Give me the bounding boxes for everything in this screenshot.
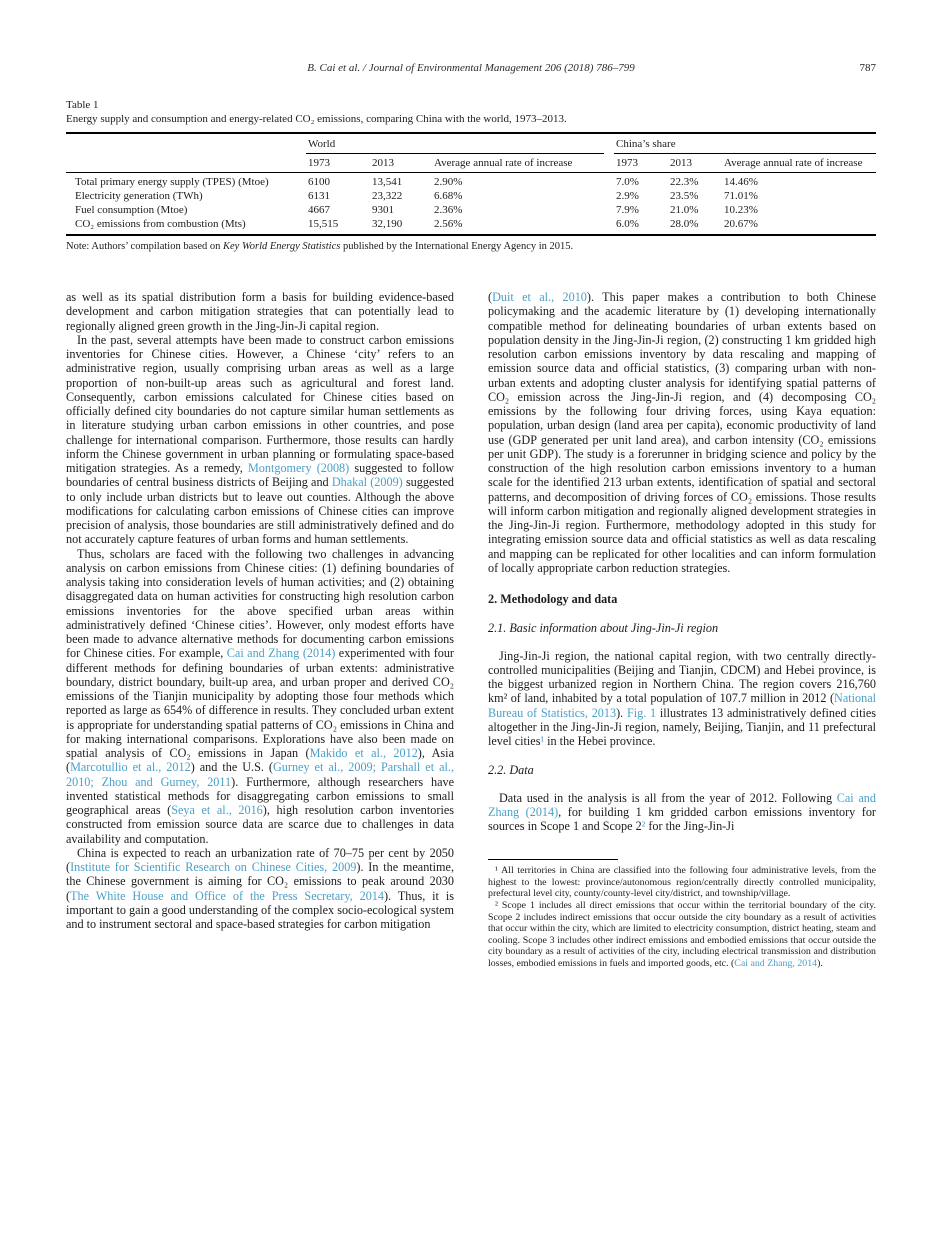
citation-link[interactable]: Montgomery (2008) (247, 461, 350, 475)
col-header: 1973 (306, 154, 370, 173)
citation-link[interactable]: Cai and Zhang (2014) (488, 790, 876, 819)
col-header: Average annual rate of increase (432, 154, 604, 173)
cell: 2.9% (616, 190, 639, 202)
cell: 2.36% (434, 204, 463, 216)
cell: 10.23% (724, 204, 758, 216)
cell: 7.0% (616, 176, 639, 188)
citation-link[interactable]: Gurney et al., 2009; Parshall et al., 2010; Zhou and Gurney, 2011 (66, 760, 454, 789)
footnote-separator (488, 859, 618, 860)
cell: 23.5% (670, 190, 699, 202)
row-label: Electricity generation (TWh) (75, 190, 203, 202)
cell: 22.3% (670, 176, 699, 188)
cell: 32,190 (372, 218, 403, 230)
column-spacer (604, 203, 614, 217)
citation-link[interactable]: National Bureau of Statistics, 2013 (488, 691, 876, 720)
article-body (66, 290, 876, 970)
energy-table (66, 132, 876, 236)
cell: 13,541 (372, 176, 403, 188)
col-header: Average annual rate of increase (722, 154, 876, 173)
left-column (66, 290, 454, 970)
table1-section (66, 99, 876, 252)
cell: 28.0% (670, 218, 699, 230)
cell: 14.46% (724, 176, 758, 188)
column-spacer (604, 189, 614, 203)
section-heading-methodology: 2. Methodology and data (488, 592, 618, 606)
column-spacer (604, 173, 614, 190)
cell: 2.90% (434, 176, 463, 188)
page-header (66, 62, 876, 77)
page-number: 787 (859, 62, 876, 74)
column-spacer (604, 217, 614, 235)
footnote-2: ² Scope 1 includes all direct emissions that occur within the territorial boundary of the city. Scope 2 includes indirect emissions that occur outside the city boundary as a result of activities that occur within the city, which are limited to electricity consumption, district heating, steam and cooling. Scope 3 includes other indirect emissions and embodied emissions that occur outside the city boundary as a result of activities of the city, including electrical transmission and distribution losses, embodied emissions in fuels and imported goods, etc. (Cai and Zhang, 2014). (488, 900, 876, 969)
citation-link[interactable]: Makido et al., 2012 (309, 746, 418, 760)
col-header: 1973 (614, 154, 668, 173)
column-spacer (604, 133, 614, 154)
empty-cell (66, 154, 306, 173)
cell: 71.01% (724, 190, 758, 202)
table-subheader-row (66, 154, 876, 173)
column-group-world: World (306, 133, 604, 154)
citation-link[interactable]: Dhakal (2009) (331, 475, 403, 490)
subsection-heading-data: 2.2. Data (488, 763, 534, 778)
table-row (66, 217, 876, 235)
table-row (66, 203, 876, 217)
paragraph: (Duit et al., 2010). This paper makes a contribution to both Chinese policymaking and the academic literature by (1) developing internationally compatible method for delineating boundaries of urban extents based on population density in the Jing-Jin-Ji region, (2) constructing 1 km gridded high resolution carbon emissions inventory by data rescaling and mapping of emission source data and official statistics, (3) comparing urban with non-urban extents and adopting cluster analysis for identifying spatial patterns of CO₂ emission across the Jing-Jin-Ji region, and (4) decomposing CO₂ emissions by the following four driving forces, using Kaya equation: population, urban design (land area per capita), economic productivity of land use (GDP generated per unit land area), and carbon intensity (CO₂ emissions per unit GDP). The study is a forerunner in bridging science and policy by the construction of the high resolution carbon emissions inventory to a human scale for the identified 213 urban extents, identification of spatial and sectoral patterns, and decomposition of driving forces of CO₂ emissions. Those results will inform carbon mitigation and regionally aligned development strategies in the Jing-Jin-Ji region. Furthermore, methodology adopted in this study for integrating emission source data and official statistics as well as data rescaling and mapping can be replicated for other localities and can inform formulation of locally appropriate carbon reduction strategies. (488, 290, 876, 575)
paragraph: China is expected to reach an urbanization rate of 70–75 per cent by 2050 (Institute for Scientific Research on Chinese Cities, 2009). In the meantime, the Chinese government is aiming for CO₂ emissions to peak around 2030 (The White House and Office of the Press Secretary, 2014). Thus, it is important to gain a good understanding of the complex socio-ecological system and to instrument sectoral and space-based strategies for carbon mitigation (66, 845, 454, 931)
footnote-marker-link[interactable]: ¹ (540, 734, 545, 748)
cell: 20.67% (724, 218, 758, 230)
row-label: Total primary energy supply (TPES) (Mtoe) (75, 176, 269, 188)
table-label: Table 1 (66, 99, 99, 111)
cell: 15,515 (308, 218, 339, 230)
cell: 6131 (308, 190, 330, 202)
col-header: 2013 (668, 154, 722, 173)
cell: 7.9% (616, 204, 639, 216)
right-column (488, 290, 876, 970)
paragraph: Data used in the analysis is all from the year of 2012. Following Cai and Zhang (2014), for building 1 km gridded carbon emissions inventory for sources in Scope 1 and Scope 2² for the Jing-Jin-Ji (488, 790, 876, 833)
footnote-1: ¹ All territories in China are classified into the following four administrative levels, from the highest to the lowest: province/autonomous region/centrally directly controlled municipality, prefectural level city, county/county-level city/district, and township/village. (488, 865, 876, 900)
table-group-header-row (66, 133, 876, 154)
citation-link[interactable]: Seya et al., 2016 (171, 803, 263, 817)
paragraph: In the past, several attempts have been made to construct carbon emissions inventories for Chinese cities. However, a Chinese ‘city’ refers to an administrative region, usually comprising urban areas as well as a large proportion of non-built-up areas such as agricultural and forest land. Consequently, carbon emissions calculated for Chinese cities based on officially defined city boundaries do not capture similar human settlements as in literature studying urban carbon emissions in other countries, and pose challenge for international comparison. Furthermore, those results can hardly inform the Chinese government in urban planning or formulating space-based mitigation strategies. As a remedy, Montgomery (2008) suggested to follow boundaries of central business districts of Beijing and Dhakal (2009) suggested to only include urban districts but to leave out counties. Although the above modifications for calculating carbon emissions of Chinese cities can improve precision of analysis, those boundaries are still administratively defined and do not accurately capture features of urban forms and human settlements. (66, 332, 455, 547)
empty-cell (66, 133, 306, 154)
cell: 23,322 (372, 190, 403, 202)
italic-text: Key World Energy Statistics (223, 241, 341, 252)
footnote-marker-link[interactable]: ² (641, 819, 646, 833)
footnotes-block (488, 859, 876, 969)
col-header: 2013 (370, 154, 432, 173)
citation-link[interactable]: Cai and Zhang (2014) (226, 646, 336, 661)
paragraph: as well as its spatial distribution form a basis for building evidence-based development and carbon mitigation strategies that can potentially lead to regionally aligned green growth in the Jing-Jin-Ji capital region. (66, 290, 454, 333)
row-label: Fuel consumption (Mtoe) (75, 204, 188, 216)
cell: 6100 (308, 176, 330, 188)
table-row (66, 173, 876, 190)
table-note: Note: Authors’ compilation based on Key World Energy Statistics published by the International Energy Agency in 2015. (66, 241, 574, 252)
citation-link[interactable]: The White House and Office of the Press Secretary, 2014 (70, 888, 384, 903)
citation-link[interactable]: Marcotullio et al., 2012 (70, 760, 191, 775)
running-title: B. Cai et al. / Journal of Environmental Management 206 (2018) 786–799 (307, 62, 635, 74)
column-spacer (604, 154, 614, 173)
paragraph: Jing-Jin-Ji region, the national capital region, with two centrally directly-controlled municipalities (Beijing and Tianjin, CDCM) and Hebei province, is the biggest urbanized region in Northern China. The region covers 216,760 km² of land, inhabited by a total population of 107.7 million in 2012 (National Bureau of Statistics, 2013). Fig. 1 illustrates 13 administratively defined cities altogether in the Jing-Jin-Ji region, namely, Beijing, Tianjin, and 11 prefectural level cities¹ in the Hebei province. (488, 648, 876, 748)
table-caption: Energy supply and consumption and energy-related CO₂ emissions, comparing China with the world, 1973–2013. (66, 113, 567, 125)
citation-link[interactable]: Duit et al., 2010 (492, 290, 587, 304)
cell: 4667 (308, 204, 330, 216)
cell: 6.0% (616, 218, 639, 230)
subsection-heading-basic-information: 2.1. Basic information about Jing-Jin-Ji region (488, 621, 719, 636)
cell: 9301 (372, 204, 394, 216)
citation-link[interactable]: Fig. 1 (626, 705, 657, 720)
citation-link[interactable]: Institute for Scientific Research on Chinese Cities, 2009 (70, 860, 357, 874)
table-row (66, 189, 876, 203)
paragraph: Thus, scholars are faced with the following two challenges in advancing analysis on carbon emissions from Chinese cities: (1) defining boundaries of analysis taking into consideration levels of human activities; and (2) obtaining disaggregated data on human activities for constructing high resolution carbon emissions inventories for the above specified urban areas within administratively defined ‘Chinese cities’. However, only modest efforts have been made to advance alternative methods for documenting carbon emissions for Chinese cities. For example, Cai and Zhang (2014) experimented with four different methods for defining boundaries of urban extents: administrative boundary, district boundary, built-up area, and urban proper and derived CO₂ emissions of the Tianjin municipality by adopting those four methods which reported as large as 654% of difference in results. They concluded urban extent is appropriate for understanding spatial patterns of CO₂ emissions in China and for making international comparisons. Explorations have also been made on spatial analysis of CO₂ emissions in Japan (Makido et al., 2012), Asia (Marcotullio et al., 2012) and the U.S. (Gurney et al., 2009; Parshall et al., 2010; Zhou and Gurney, 2011). Furthermore, although researchers have invented statistical methods for disaggregating carbon emissions to small geographical areas (Seya et al., 2016), high resolution carbon inventories constructed from emission source data are scarce due to challenges in data availability and computation. (66, 546, 454, 846)
row-label: CO₂ emissions from combustion (Mts) (75, 218, 246, 230)
column-group-chinas-share: China’s share (614, 133, 876, 154)
cell: 21.0% (670, 204, 699, 216)
cell: 6.68% (434, 190, 463, 202)
cell: 2.56% (434, 218, 463, 230)
citation-link[interactable]: Cai and Zhang, 2014 (734, 958, 818, 969)
